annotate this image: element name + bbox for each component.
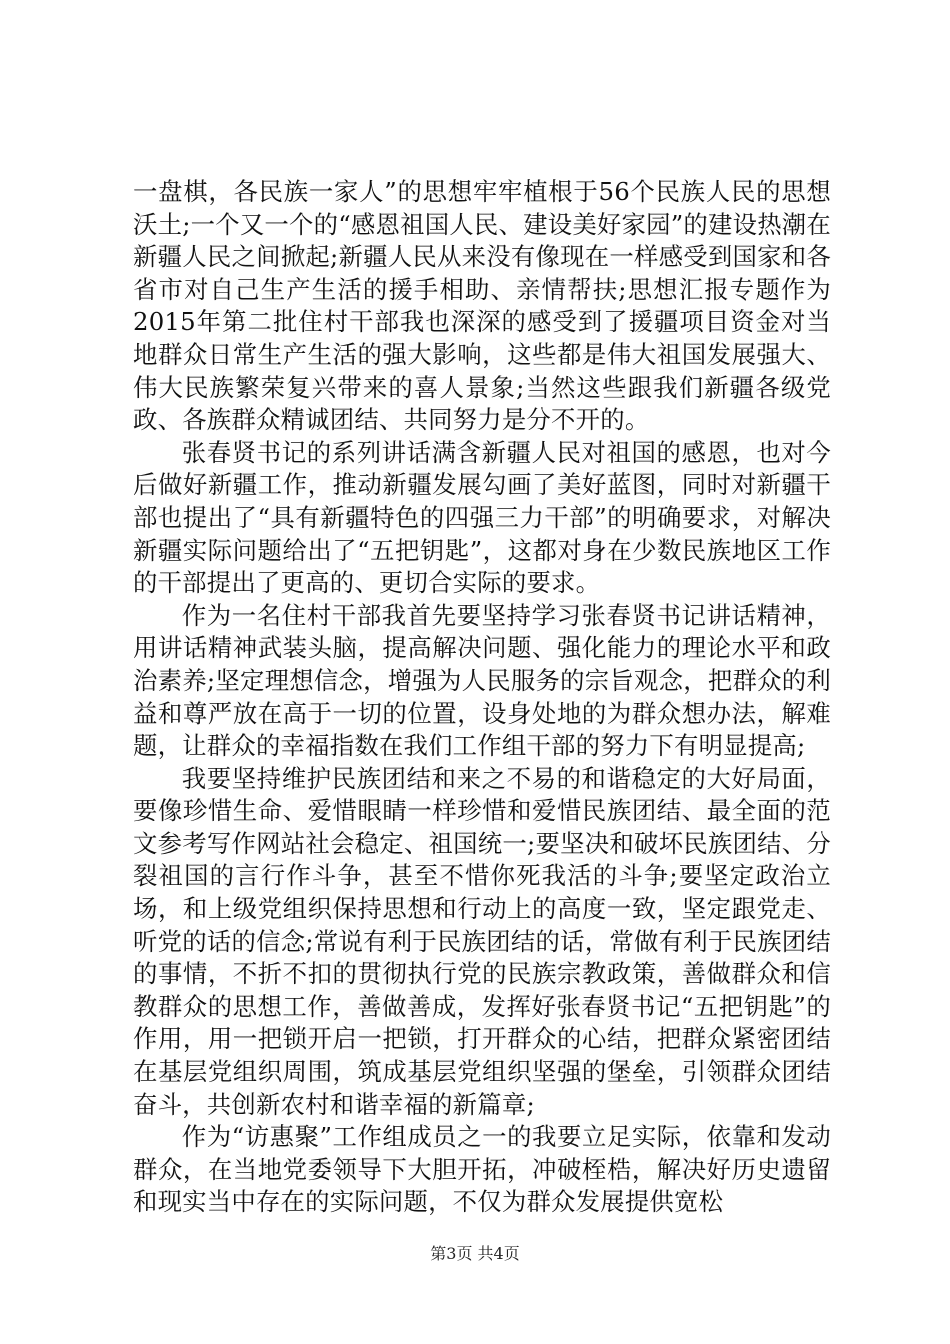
paragraph-1: 一盘棋，各民族一家人”的思想牢牢植根于56个民族人民的思想沃土;一个又一个的“感恩祖国人民、建设美好家园”的建设热潮在新疆人民之间掀起;新疆人民从来没有像现在一样感受到国家和各省市对自己生产生活的援手相助、亲情帮扶;思想汇报专题作为2015年第二批住村干部我也深深的感受到了援疆项目资金对当地群众日常生产生活的强大影响，这些都是伟大祖国发展强大、伟大民族繁荣复兴带来的喜人景象;当然这些跟我们新疆各级党政、各族群众精诚团结、共同努力是分不开的。 xyxy=(133,177,831,435)
paragraph-4: 我要坚持维护民族团结和来之不易的和谐稳定的大好局面，要像珍惜生命、爱惜眼睛一样珍惜和爱惜民族团结、最全面的范文参考写作网站社会稳定、祖国统一;要坚决和破坏民族团结、分裂祖国的言行作斗争，甚至不惜你死我活的斗争;要坚定政治立场，和上级党组织保持思想和行动上的高度一致，坚定跟党走、听党的话的信念;常说有利于民族团结的话，常做有利于民族团结的事情，不折不扣的贯彻执行党的民族宗教政策，善做群众和信教群众的思想工作，善做善成，发挥好张春贤书记“五把钥匙”的作用，用一把锁开启一把锁，打开群众的心结，把群众紧密团结在基层党组织周围，筑成基层党组织坚强的堡垒，引领群众团结奋斗，共创新农村和谐幸福的新篇章; xyxy=(133,763,831,1119)
page-number: 第3页 共4页 xyxy=(430,1244,520,1263)
paragraph-2: 张春贤书记的系列讲话满含新疆人民对祖国的感恩，也对今后做好新疆工作，推动新疆发展勾画了美好蓝图，同时对新疆干部也提出了“具有新疆特色的四强三力干部”的明确要求，对解决新疆实际问题给出了“五把钥匙”，这都对身在少数民族地区工作的干部提出了更高的、更切合实际的要求。 xyxy=(133,437,831,598)
paragraph-3: 作为一名住村干部我首先要坚持学习张春贤书记讲话精神，用讲话精神武装头脑，提高解决问题、强化能力的理论水平和政治素养;坚定理想信念，增强为人民服务的宗旨观念，把群众的利益和尊严放在高于一切的位置，设身处地的为群众想办法，解难题，让群众的幸福指数在我们工作组干部的努力下有明显提高; xyxy=(133,600,831,761)
paragraph-5: 作为“访惠聚”工作组成员之一的我要立足实际，依靠和发动群众，在当地党委领导下大胆开拓，冲破桎梏，解决好历史遗留和现实当中存在的实际问题，不仅为群众发展提供宽松 xyxy=(133,1122,831,1217)
document-body xyxy=(133,176,831,1219)
